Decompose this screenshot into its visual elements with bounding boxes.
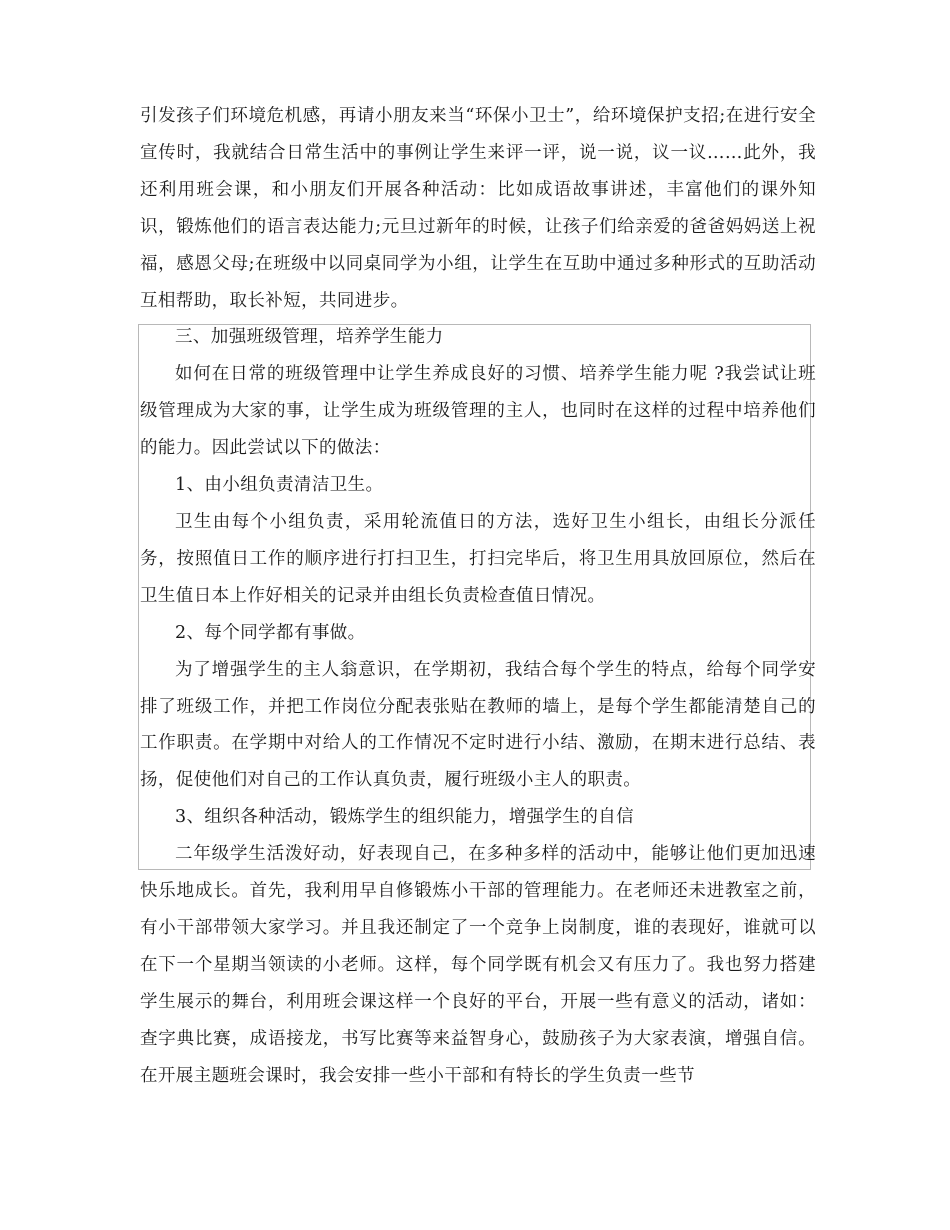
- item-heading-everyone-has-task: 2、每个同学都有事做。: [175, 622, 366, 643]
- item-heading-activities: 3、组织各种活动，锻炼学生的组织能力，增强学生的自信: [175, 807, 635, 828]
- paragraph-tasks: 为了增强学生的主人翁意识，在学期初，我结合每个学生的特点，给每个同学安排了班级工作，并把工作岗位分配表张贴在教师的墙上，是每个学生都能清楚自己的工作职责。在学期中对给人的工作情况不定时进行小结、激励，在期末进行总结、表扬，促使他们对自己的工作认真负责，履行班级小主人的职责。: [140, 659, 816, 791]
- document-body: [140, 98, 816, 1094]
- paragraph-environment-activities: 引发孩子们环境危机感，再请小朋友来当“环保小卫士”，给环境保护支招;在进行安全宣传时，我就结合日常生活中的事例让学生来评一评，说一说，议一议……此外，我还利用班会课，和小朋友们开展各种活动：比如成语故事讲述，丰富他们的课外知识，锻炼他们的语言表达能力;元旦过新年的时候，让孩子们给亲爱的爸爸妈妈送上祝福，感恩父母;在班级中以同桌同学为小组，让学生在互助中通过多种形式的互助活动互相帮助，取长补短，共同进步。: [140, 106, 816, 311]
- paragraph-management-intro: 如何在日常的班级管理中让学生养成良好的习惯、培养学生能力呢 ?我尝试让班级管理成为大家的事，让学生成为班级管理的主人，也同时在这样的过程中培养他们的能力。因此尝试以下的做法：: [140, 364, 816, 459]
- paragraph-activities: 二年级学生活泼好动，好表现自己，在多种多样的活动中，能够让他们更加迅速快乐地成长。首先，我利用早自修锻炼小干部的管理能力。在老师还未进教室之前，有小干部带领大家学习。并且我还制定了一个竞争上岗制度，谁的表现好，谁就可以在下一个星期当领读的小老师。这样，每个同学既有机会又有压力了。我也努力搭建学生展示的舞台，利用班会课这样一个良好的平台，开展一些有意义的活动，诸如：查字典比赛，成语接龙，书写比赛等来益智身心，鼓励孩子为大家表演，增强自信。在开展主题班会课时，我会安排一些小干部和有特长的学生负责一些节: [140, 844, 816, 1086]
- section-heading-class-management: 三、加强班级管理，培养学生能力: [175, 327, 444, 348]
- item-heading-cleaning: 1、由小组负责清洁卫生。: [175, 475, 384, 496]
- paragraph-cleaning: 卫生由每个小组负责，采用轮流值日的方法，选好卫生小组长，由组长分派任务，按照值日工作的顺序进行打扫卫生，打扫完毕后，将卫生用具放回原位，然后在卫生值日本上作好相关的记录并由组长负责检查值日情况。: [140, 511, 816, 606]
